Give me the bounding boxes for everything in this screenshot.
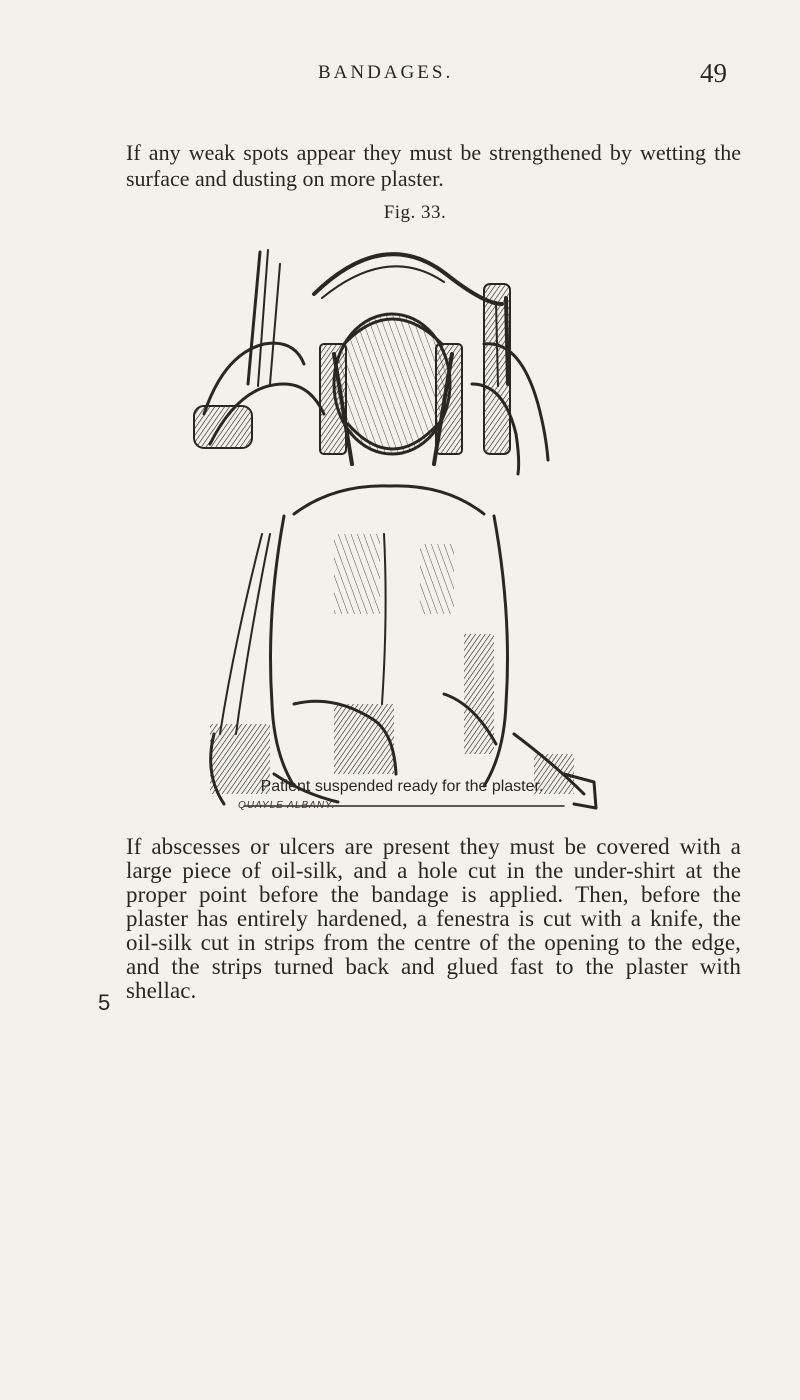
running-title: BANDAGES. [318,62,454,83]
paragraph-abscesses: If abscesses or ulcers are present they must be covered with a large piece of oil-silk, and a hole cut in the under-shirt at the proper point before the bandage is applied. Then, before the plaster has entirely hardened, a fenestra is cut with a knife, the oil-silk cut in strips from the centre of the opening to the edge, and the strips turned back and glued fast to the plaster with shellac. [126,834,741,1003]
running-head [0,58,800,88]
paragraph-weak-spots: If any weak spots appear they must be strengthened by wetting the surface and dusting on more plaster. [126,140,741,191]
suspended-patient-illustration [184,234,604,810]
figure-label: Fig. 33. [383,202,447,223]
page-number: 49 [700,58,727,88]
engraver-signature: QUAYLE ALBANY. [238,800,336,811]
figure-caption: Patient suspended ready for the plaster. [260,778,544,795]
signature-mark: 5 [98,990,111,1015]
